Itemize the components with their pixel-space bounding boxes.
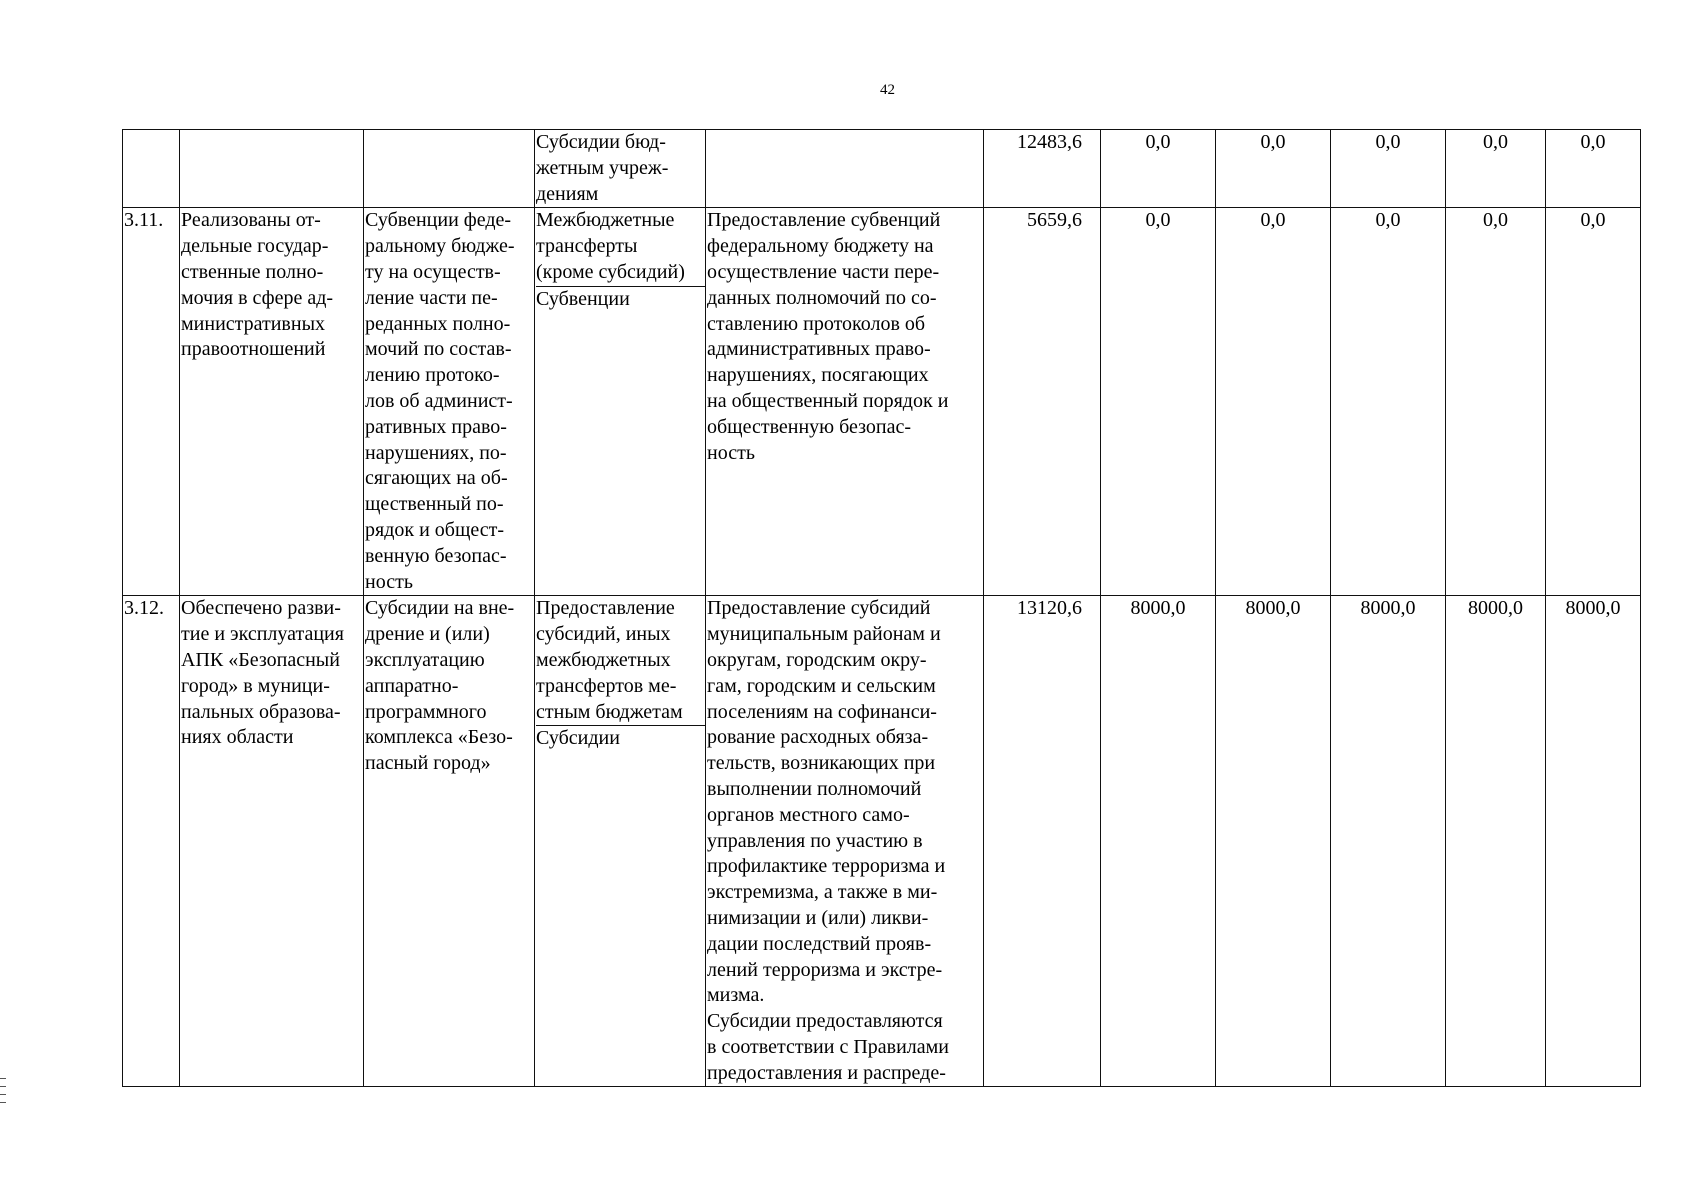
- scan-mark: [0, 1094, 6, 1095]
- description-cell: Предоставление субвенций федеральному бюджету на осуществление части пере- данных полномочий по со- ставлению протоколов об административных право- нарушениях, посягающих на общественный порядок и общественную безопас- ность: [706, 208, 984, 596]
- row-number-cell: [123, 130, 180, 208]
- amount-cell: 5659,6: [984, 208, 1101, 596]
- amount-cell: 0,0: [1546, 208, 1641, 596]
- measure-cell: [364, 130, 535, 208]
- description-cell: Предоставление субсидий муниципальным районам и округам, городским окру- гам, городским и сельским поселениям на софинанси- рование расходных обяза- тельств, возникающих при выполнении полномочий органов местного само- управления по участию в профилактике терроризма и экстремизма, а также в ми- нимизации и (или) ликви- дации последствий прояв- лений терроризма и экстре- мизма. Субсидии предоставляются в соответствии с Правилами предоставления и распреде-: [706, 596, 984, 1087]
- row-number-cell: 3.12.: [123, 596, 180, 1087]
- amount-cell: 0,0: [1546, 130, 1641, 208]
- cost-type-cell: [535, 130, 706, 208]
- result-cell: Реализованы от- дельные государ- ственные полно- мочия в сфере ад- министративных правоотношений: [180, 208, 364, 596]
- result-cell: Обеспечено разви- тие и эксплуатация АПК «Безопасный город» в муници- пальных образова- ниях области: [180, 596, 364, 1087]
- cost-type-secondary: Субвенции: [536, 287, 630, 310]
- row-number-cell: 3.11.: [123, 208, 180, 596]
- amount-cell: 0,0: [1101, 208, 1216, 596]
- table-row: [123, 208, 1641, 596]
- amount-cell: 8000,0: [1331, 596, 1446, 1087]
- cost-type-primary: Межбюджетные трансферты (кроме субсидий): [536, 208, 706, 286]
- amount-cell: 12483,6: [984, 130, 1101, 208]
- result-cell: [180, 130, 364, 208]
- cost-type-cell: [535, 208, 706, 596]
- measure-cell: Субсидии на вне- дрение и (или) эксплуатацию аппаратно- программного комплекса «Безо- пасный город»: [364, 596, 535, 1087]
- amount-cell: 0,0: [1216, 208, 1331, 596]
- amount-cell: 8000,0: [1546, 596, 1641, 1087]
- budget-table: [122, 129, 1641, 1087]
- cost-type-secondary: Субсидии: [536, 727, 620, 750]
- amount-cell: 0,0: [1446, 208, 1546, 596]
- cost-type-primary: Предоставление субсидий, иных межбюджетных трансфертов ме- стным бюджетам: [536, 596, 706, 726]
- amount-cell: 0,0: [1216, 130, 1331, 208]
- amount-cell: 13120,6: [984, 596, 1101, 1087]
- scan-mark: [0, 1078, 6, 1079]
- description-cell: [706, 130, 984, 208]
- amount-cell: 0,0: [1101, 130, 1216, 208]
- cost-type-primary: Субсидии бюд- жетным учреж- дениям: [536, 131, 669, 205]
- table-row: [123, 596, 1641, 1087]
- measure-cell: Субвенции феде- ральному бюдже- ту на осуществ- ление части пе- реданных полно- мочий по состав- лению протоко- лов об админист- ративных право- нарушениях, по- сягающих на об- щественный по- рядок и общест- венную безопас- ность: [364, 208, 535, 596]
- amount-cell: 0,0: [1331, 130, 1446, 208]
- amount-cell: 8000,0: [1101, 596, 1216, 1087]
- page-number: 42: [880, 82, 895, 98]
- amount-cell: 8000,0: [1446, 596, 1546, 1087]
- amount-cell: 0,0: [1446, 130, 1546, 208]
- scan-mark: [0, 1086, 6, 1087]
- amount-cell: 0,0: [1331, 208, 1446, 596]
- cost-type-cell: [535, 596, 706, 1087]
- scan-mark: [0, 1102, 6, 1103]
- table-row: [123, 130, 1641, 208]
- amount-cell: 8000,0: [1216, 596, 1331, 1087]
